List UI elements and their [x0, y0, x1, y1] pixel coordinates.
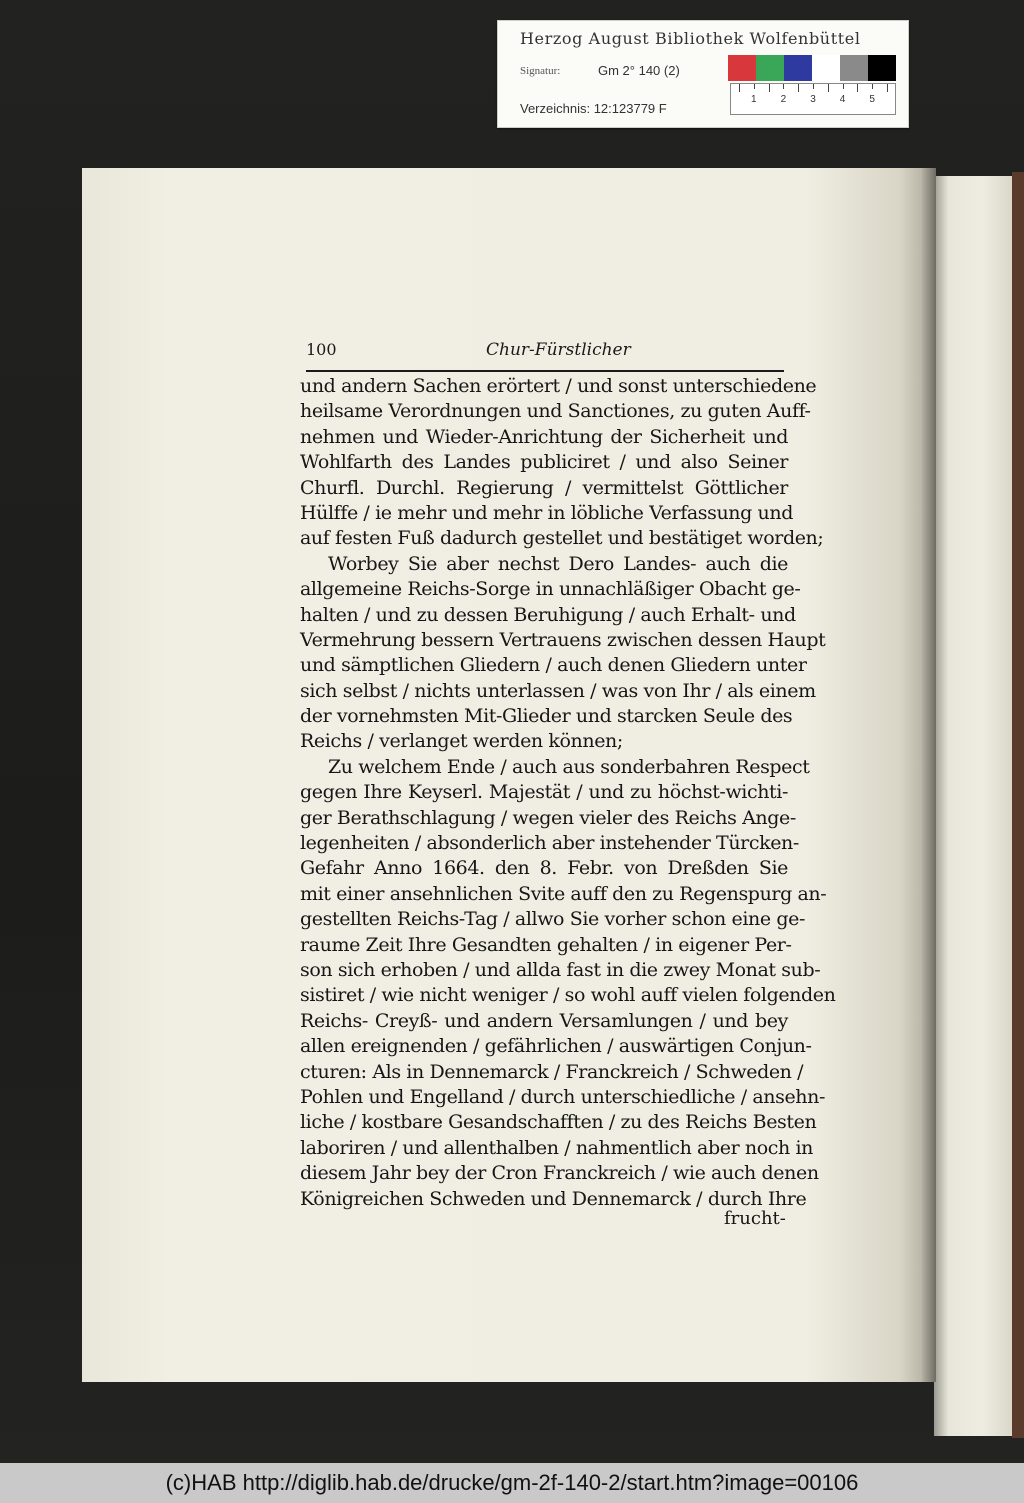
ruler-number: 1	[751, 94, 757, 105]
text-line: Reichs / verlanget werden können;	[300, 730, 623, 753]
text-line: legenheiten / absonderlich aber instehender Türcken-	[300, 832, 799, 855]
text-line: Hülffe / ie mehr und mehr in löbliche Verfassung und	[300, 501, 793, 524]
text-line: Reichs- Creyß- und andern Versamlungen / und bey	[300, 1009, 788, 1032]
page-gutter	[922, 168, 936, 1382]
ruler-tick	[857, 84, 858, 92]
text-line: und andern Sachen erörtert / und sonst unterschiedene	[300, 375, 817, 397]
text-line: heilsame Verordnungen und Sanctiones, zu guten Auff-	[300, 400, 811, 423]
footer-bar	[0, 1463, 1024, 1503]
copyright-url: (c)HAB http://diglib.hab.de/drucke/gm-2f-140-2/start.htm?image=00106	[165, 1470, 859, 1495]
text-line: Worbey Sie aber nechst Dero Landes- auch die	[328, 552, 788, 575]
text-line: der vornehmsten Mit-Glieder und starcken Seule des	[300, 705, 793, 728]
text-line: liche / kostbare Gesandschafften / zu des Reichs Besten	[300, 1111, 817, 1134]
binding-edge	[1012, 172, 1024, 1438]
text-line: cturen: Als in Dennemarck / Franckreich / Schweden /	[300, 1060, 804, 1083]
page-number: 100	[306, 340, 337, 359]
text-line: Pohlen und Engelland / durch unterschiedliche / ansehn-	[300, 1085, 825, 1108]
text-line: allgemeine Reichs-Sorge in unnachläßiger Obacht ge-	[300, 578, 801, 601]
scale-ruler	[730, 83, 896, 115]
color-swatch	[812, 55, 840, 81]
text-line: laboriren / und allenthalben / nahmentlich aber noch in	[300, 1136, 814, 1159]
signatur-label: Signatur:	[520, 65, 561, 77]
color-swatch	[784, 55, 812, 81]
text-line: sich selbst / nichts unterlassen / was von Ihr / als einem	[300, 679, 816, 702]
text-line: und sämptlichen Gliedern / auch denen Gliedern unter	[300, 654, 807, 677]
text-line: Churfl. Durchl. Regierung / vermittelst Göttlicher	[300, 476, 788, 499]
text-line: gegen Ihre Keyserl. Majestät / und zu höchst-wichti-	[300, 781, 788, 804]
library-name: Herzog August Bibliothek Wolfenbüttel	[520, 29, 861, 48]
text-line: Gefahr Anno 1664. den 8. Febr. von Dreßden Sie	[300, 857, 788, 880]
text-line: diesem Jahr bey der Cron Franckreich / wie auch denen	[300, 1162, 819, 1185]
ruler-number: 3	[810, 94, 816, 105]
running-head: Chur-Fürstlicher	[486, 340, 631, 360]
text-line: nehmen und Wieder-Anrichtung der Sicherheit und	[300, 425, 788, 448]
ruler-tick	[769, 84, 770, 92]
page-header	[306, 340, 784, 372]
ruler-number: 2	[780, 94, 787, 105]
ruler-tick	[828, 84, 829, 92]
text-line: allen ereignenden / gefährlichen / auswärtigen Conjun-	[300, 1035, 812, 1058]
color-swatch	[728, 55, 756, 81]
text-line: Wohlfarth des Landes publiciret / und also Seiner	[300, 451, 788, 474]
ruler-tick	[872, 84, 873, 89]
color-swatch	[868, 55, 896, 81]
ruler-tick	[843, 84, 844, 89]
text-line: gestellten Reichs-Tag / allwo Sie vorher schon eine ge-	[300, 908, 805, 931]
library-label	[497, 20, 909, 128]
text-line: Königreichen Schweden und Dennemarck / durch Ihre	[300, 1187, 807, 1210]
ruler-tick	[798, 84, 799, 92]
ruler-number: 5	[869, 94, 875, 105]
catchword: frucht-	[724, 1208, 786, 1229]
text-line: mit einer ansehnlichen Svite auff den zu Regenspurg an-	[300, 882, 827, 905]
text-line: raume Zeit Ihre Gesandten gehalten / in eigener Per-	[300, 933, 792, 956]
color-swatches	[728, 55, 896, 81]
ruler-tick	[813, 84, 814, 89]
ruler-number: 4	[839, 94, 846, 105]
body-text	[300, 374, 836, 1212]
color-swatch	[840, 55, 868, 81]
ruler-tick	[754, 84, 755, 89]
text-line: Vermehrung bessern Vertrauens zwischen dessen Haupt	[300, 628, 826, 651]
ruler-tick	[739, 84, 740, 92]
text-line: Zu welchem Ende / auch aus sonderbahren Respect	[328, 755, 810, 778]
facing-page-edge	[934, 176, 1014, 1436]
text-line: sistiret / wie nicht weniger / so wohl auff vielen folgenden	[300, 984, 836, 1007]
text-line: auf festen Fuß dadurch gestellet und bestätiget worden;	[300, 527, 824, 550]
verzeichnis: Verzeichnis: 12:123779 F	[520, 101, 667, 116]
signatur-value: Gm 2° 140 (2)	[598, 63, 680, 78]
text-line: ger Berathschlagung / wegen vieler des Reichs Ange-	[300, 806, 796, 829]
text-line: halten / und zu dessen Beruhigung / auch Erhalt- und	[300, 603, 796, 626]
ruler-tick	[887, 84, 888, 92]
text-line: son sich erhoben / und allda fast in die zwey Monat sub-	[300, 958, 821, 981]
ruler-tick	[783, 84, 784, 89]
color-swatch	[756, 55, 784, 81]
